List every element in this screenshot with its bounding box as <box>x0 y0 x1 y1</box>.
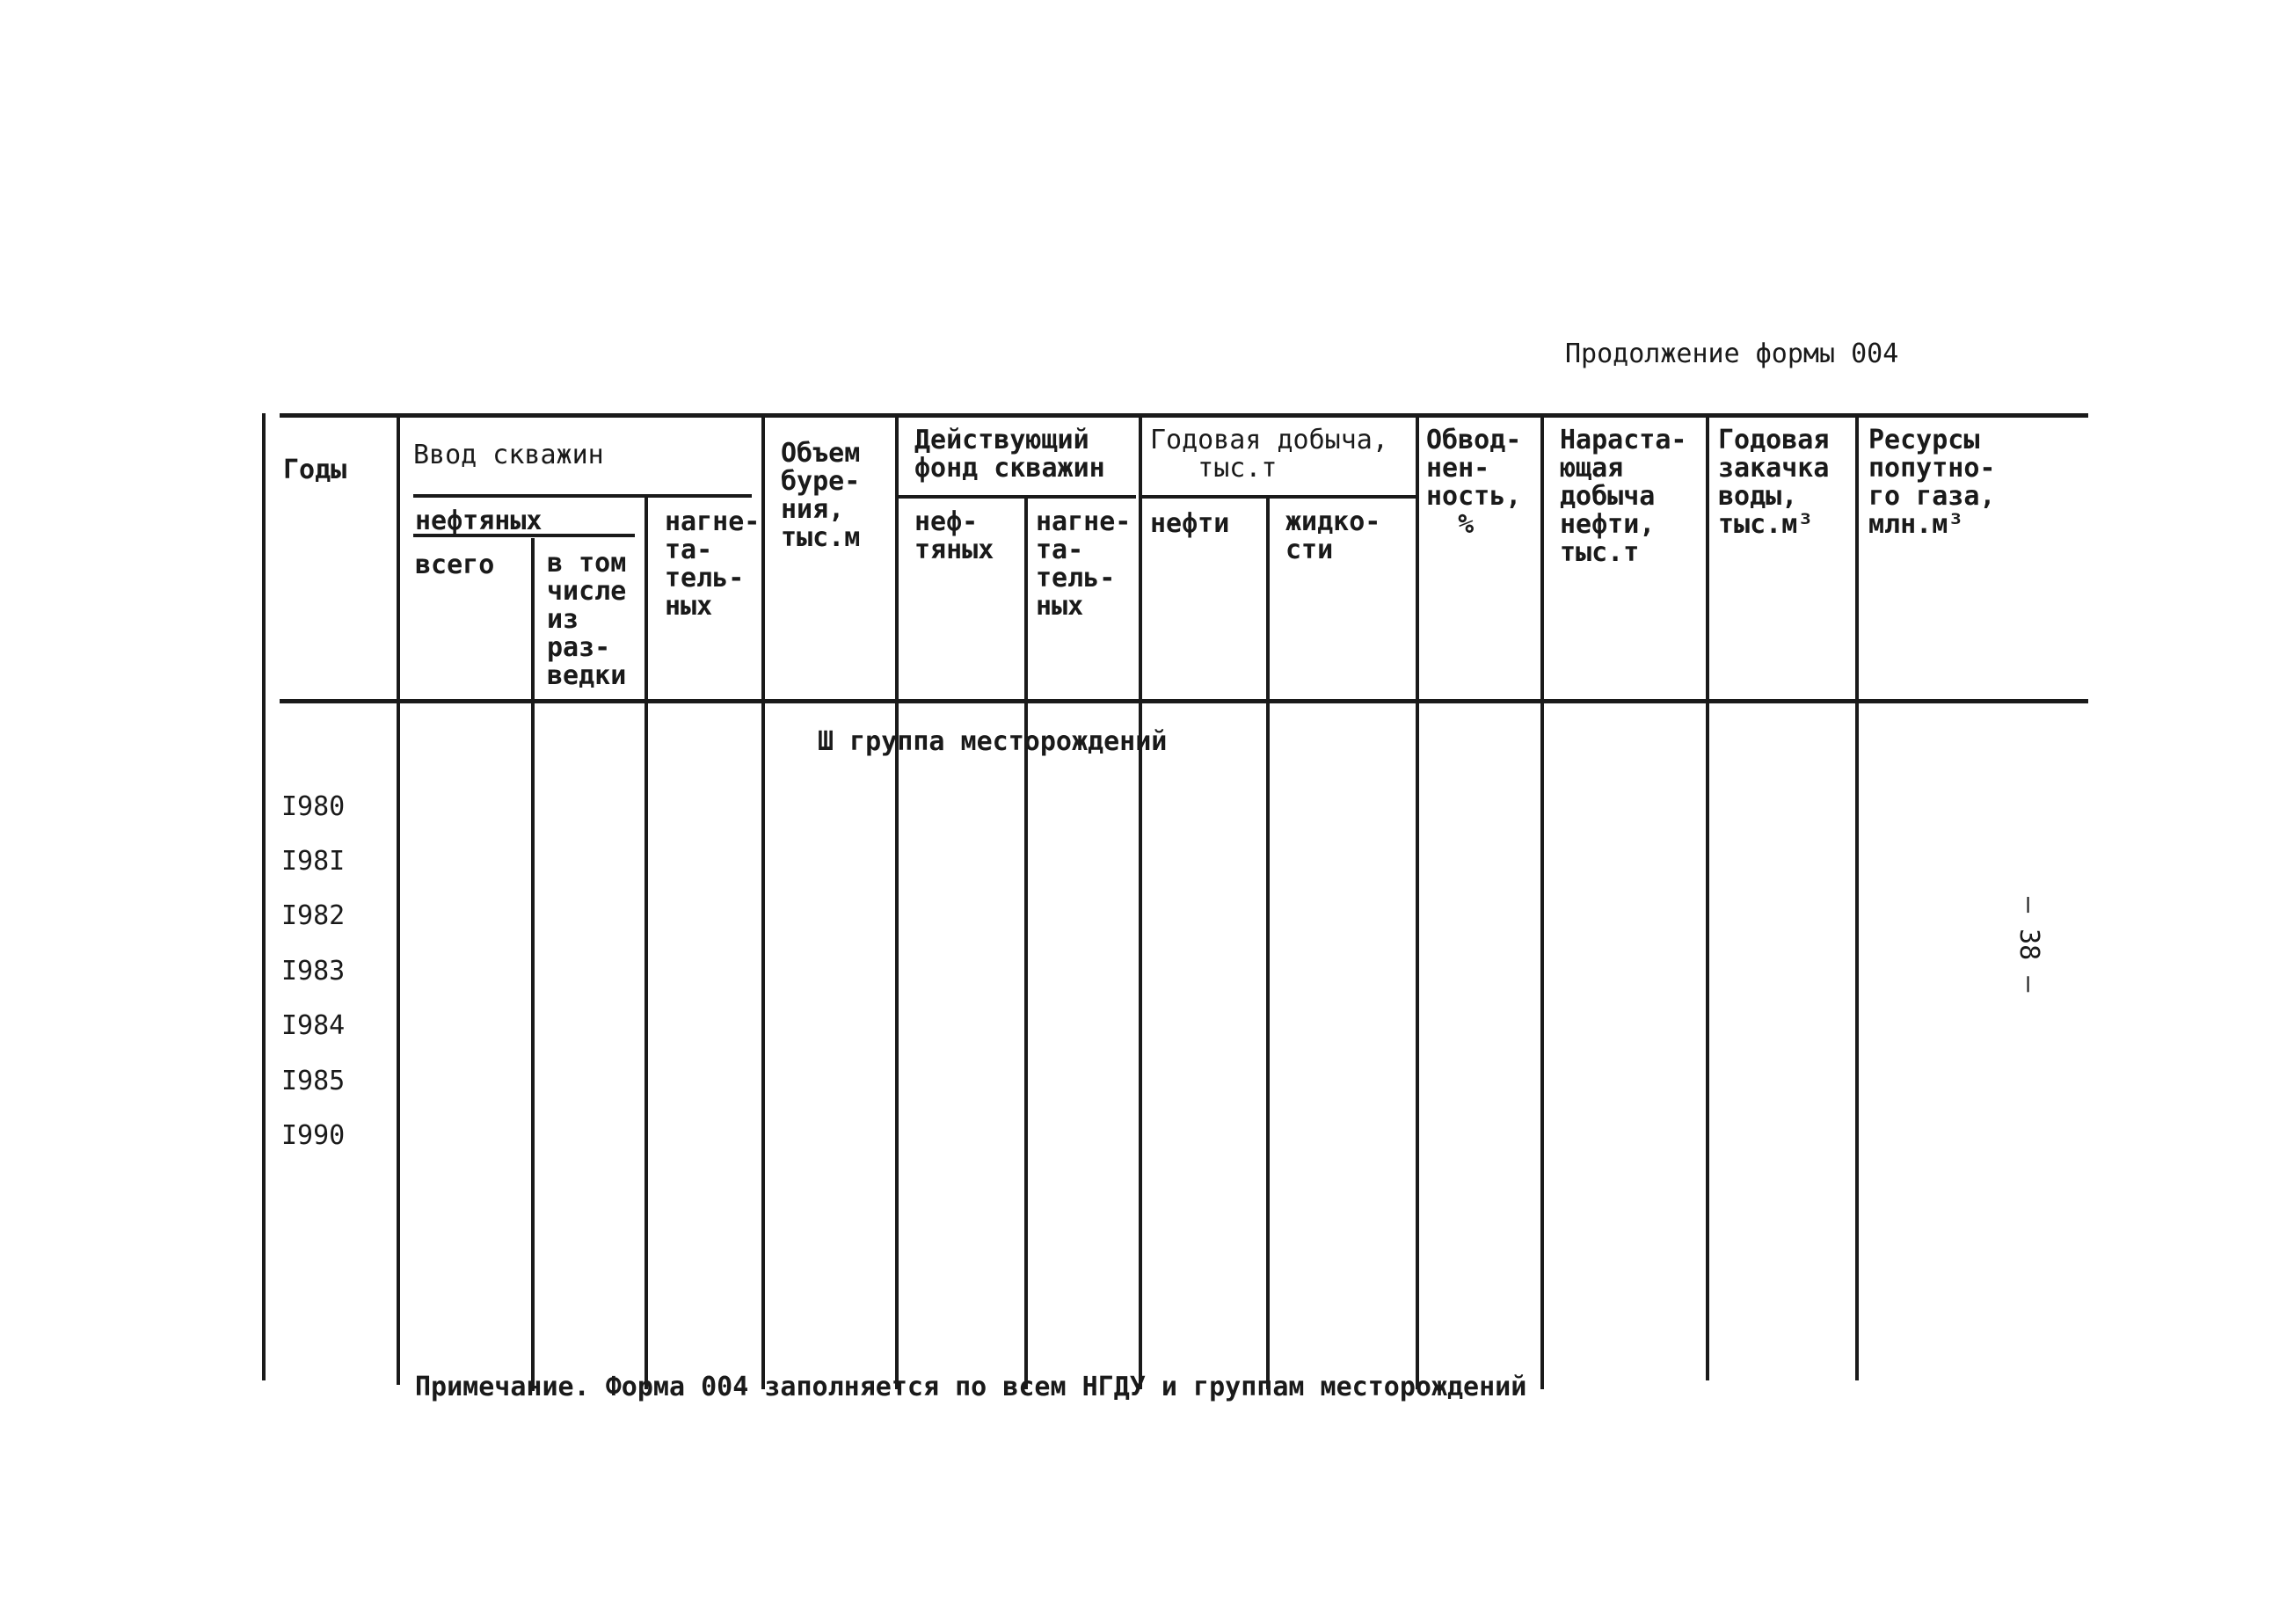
year-row: I984 <box>281 1010 346 1041</box>
header-gas-resources: Ресурсы попутно- го газа, млн.м³ <box>1868 425 1996 540</box>
header-oil-wells: нефтяных <box>415 506 543 536</box>
col-divider-active-fund <box>1139 413 1142 1389</box>
col-divider-annual-production <box>1416 413 1419 1389</box>
col-divider-total <box>531 538 535 1391</box>
header-active-oil: неф- тяных <box>914 506 994 565</box>
header-prod-liquid: жидко- сти <box>1285 506 1381 565</box>
header-total: всего <box>415 550 495 580</box>
annual-production-underline <box>1139 495 1418 499</box>
col-divider-water-cut <box>1540 413 1544 1389</box>
year-row: I982 <box>281 900 346 931</box>
col-divider-water-injection <box>1855 413 1859 1380</box>
col-divider-exploration <box>644 497 648 1389</box>
col-divider-active-oil <box>1024 497 1028 1389</box>
header-water-injection: Годовая закачка воды, тыс.м³ <box>1718 425 1830 540</box>
col-divider-drilling <box>895 413 899 1389</box>
header-drilling-volume: Объем буре- ния, тыс.м <box>781 438 861 553</box>
form-continuation-title: Продолжение формы 004 <box>1565 339 1899 369</box>
header-prod-oil: нефти <box>1150 508 1230 539</box>
header-injection: нагне- та- тель- ных <box>665 506 761 622</box>
wells-input-underline <box>413 494 752 498</box>
header-wells-input: Ввод скважин <box>413 440 604 470</box>
col-divider-injection <box>761 413 765 1389</box>
year-row: I98I <box>281 846 346 877</box>
col-divider-prod-oil <box>1266 497 1270 1389</box>
active-fund-underline <box>899 495 1136 499</box>
group-label: Ш группа месторождений <box>818 726 1168 757</box>
footnote: Примечание. Форма 004 заполняется по всем НГДУ и группам месторождений <box>415 1372 1527 1402</box>
year-row: I983 <box>281 956 346 987</box>
year-row: I985 <box>281 1066 346 1096</box>
header-water-cut: Обвод- нен- ность, % <box>1426 425 1522 540</box>
table-top-rule <box>280 413 2088 418</box>
year-row: I990 <box>281 1120 346 1151</box>
page-number: – 38 – <box>2013 897 2044 993</box>
header-active-fund: Действующий фонд скважин <box>914 425 1105 484</box>
table-left-border <box>262 413 266 1380</box>
header-annual-production: Годовая добыча, тыс.т <box>1150 425 1388 484</box>
year-row: I980 <box>281 791 346 822</box>
col-divider-cumulative <box>1706 413 1709 1380</box>
header-bottom-rule <box>280 699 2088 703</box>
header-incl-exploration: в том числе из раз- ведки <box>547 548 627 691</box>
header-years: Годы <box>283 455 347 485</box>
header-active-injection: нагне- та- тель- ных <box>1036 506 1132 622</box>
header-cumulative: Нараста- ющая добыча нефти, тыс.т <box>1560 425 1687 568</box>
col-divider-years <box>397 413 400 1385</box>
